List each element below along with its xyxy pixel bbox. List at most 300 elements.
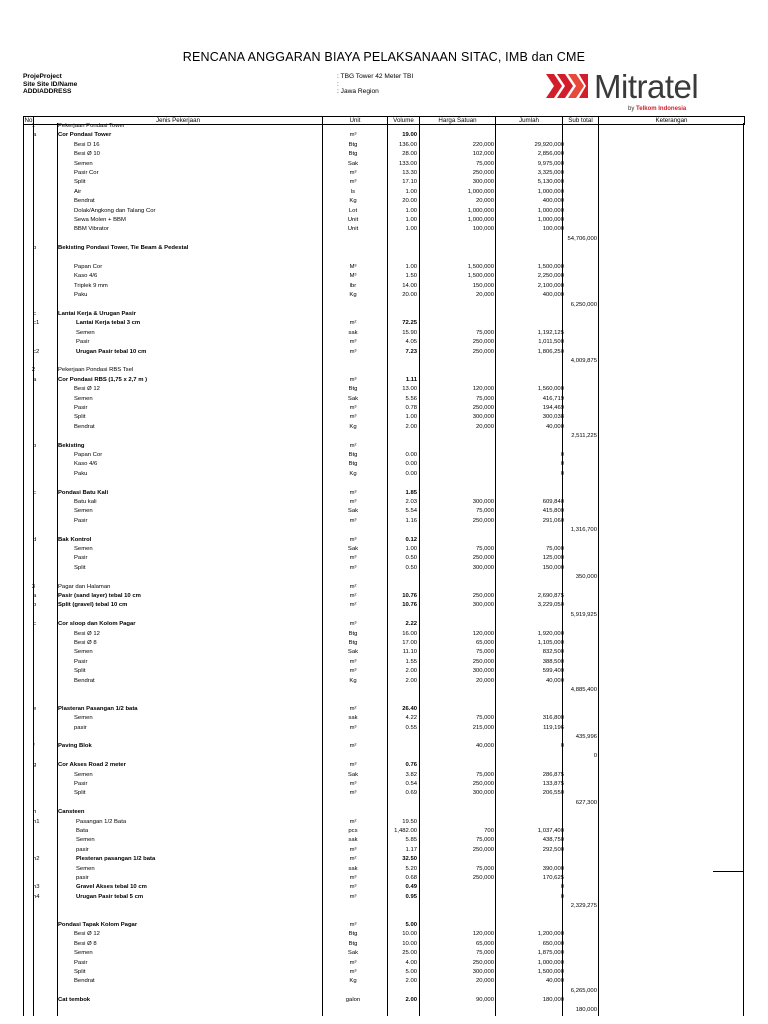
cell-price: 250,000 [472,875,494,881]
cell-total: 2,690,875 [537,593,564,599]
cell-vol: 1,482.00 [394,828,417,834]
cell-job2: Pasir [74,405,88,411]
cell-job2: Kaso 4/6 [74,461,98,468]
cell-job: Pekerjaan Pondasi Tower [58,123,125,129]
cell-price: 250,000 [472,555,494,562]
meta-site [23,81,423,89]
cell-vol: 0.50 [405,564,417,571]
cell-job: Paving Blok [58,743,92,750]
logo-subtitle [628,106,686,112]
cell-total: 2,856,000 [537,151,564,158]
cell-total: 609,840 [542,499,564,505]
subtotal-row [23,903,743,910]
cell-vol: 0.55 [405,724,417,731]
cell-vol: 0.50 [405,555,417,562]
cell-job2: Paku [74,470,88,477]
cell-total: 599,400 [542,668,564,675]
cell-price: 300,000 [472,414,494,421]
cell-subtotal: 2,329,275 [570,903,597,910]
cell-unit: m² [349,320,357,327]
cell-total: 1,011,500 [538,339,564,346]
cell-job3: pasir [76,846,89,853]
cell-unit: m² [349,856,357,863]
cell-unit: m³ [349,489,357,496]
cell-vol: 10.76 [402,593,417,599]
cell-total: 291,060 [542,517,564,524]
cell-unit: Kg [349,470,357,477]
cell-vol: 0.54 [405,781,417,787]
cell-job2: pasir [74,724,87,731]
cell-job2: Besi Ø 12 [74,386,100,393]
table-row [23,678,743,685]
header-jumlah: Jumlah [496,117,563,124]
table-row [23,518,743,525]
table-row [23,161,743,168]
table-row [23,715,743,722]
cell-sub: c2 [33,348,40,355]
document-title: RENCANA ANGGARAN BIAYA PELAKSANAAN SITAC, IMB dan CME [182,50,586,64]
project-meta [23,73,423,96]
cell-job2: Pasir [74,555,88,562]
cell-vol: 0.00 [405,452,417,458]
cell-total: 1,000,000 [537,217,564,223]
cell-total: 650,000 [542,940,564,947]
table-row [23,950,743,957]
cell-unit: m³ [349,893,357,900]
table-row [23,584,743,591]
cell-total: 300,038 [542,414,564,421]
cell-vol: 2.00 [405,997,417,1004]
cell-sub: h2 [33,856,40,863]
cell-total: 438,750 [542,837,564,844]
cell-job2: Semen [74,395,93,402]
cell-job: Bak Kontrol [58,536,92,543]
cell-price: 250,000 [472,781,494,787]
cell-sub: h [33,809,37,816]
header-unit: Unit [323,117,388,124]
cell-vol: 4.22 [405,715,417,722]
cell-unit: Btg [348,630,358,637]
cell-unit: Btg [348,931,358,938]
cell-price: 20,000 [475,292,494,299]
cell-vol: 13.00 [402,386,417,393]
cell-vol: 2.00 [405,423,417,430]
cell-vol: 5.56 [405,395,417,402]
cell-total: 180,000 [542,997,564,1004]
cell-sub: b [33,442,37,449]
table-row [23,499,743,506]
cell-price: 75,000 [475,950,494,957]
cell-vol: 4.00 [405,959,417,966]
cell-unit: m² [349,743,357,750]
cell-vol: 1.55 [405,658,417,665]
cell-job2: Split [74,790,86,797]
cell-unit: m³ [349,621,357,628]
cell-price: 250,000 [472,405,494,411]
cell-sub: h1 [33,818,40,825]
cell-vol: 1.85 [405,489,417,496]
table-row [23,452,743,459]
table-row [23,837,743,844]
cell-unit: m³ [349,724,357,731]
cell-vol: 133.00 [398,160,417,167]
cell-unit: Btg [348,141,358,148]
table-row [23,743,743,750]
table-row [23,960,743,967]
cell-price: 65,000 [475,640,494,646]
cell-sub: a [33,132,37,139]
table-row [23,978,743,985]
cell-price: 250,000 [472,348,494,355]
cell-price: 1,500,000 [467,264,494,270]
column-divider [743,123,744,1016]
cell-total: 1,200,000 [537,931,564,938]
cell-job2: Bendrat [74,677,95,684]
cell-vol: 1.00 [405,226,417,233]
cell-vol: 2.00 [405,978,417,985]
cell-vol: 5.00 [405,969,417,975]
cell-unit: M³ [349,264,357,270]
cell-job2: Split [74,414,86,421]
cell-sub: c [33,621,36,628]
cell-job3: Semen [76,865,95,872]
table-row [23,649,743,656]
cell-vol: 15.90 [402,329,417,336]
table-row [23,762,743,769]
cell-vol: 10.00 [402,940,417,947]
cell-job3: Semen [76,837,95,844]
cell-total: 40,000 [545,978,564,985]
cell-subtotal: 180,000 [575,1006,597,1013]
cell-job2: Air [74,188,82,195]
cell-sub: a [33,593,37,599]
cell-total: 1,875,000 [537,950,564,957]
cell-job2: Pasir [74,959,88,966]
cell-job3: Urugan Pasir tebal 10 cm [76,348,147,355]
cell-sub: h4 [33,893,40,900]
cell-vol: 16.00 [402,630,417,637]
table-row [23,856,743,863]
cell-total: 1,920,000 [537,630,564,637]
cell-unit: Btg [348,940,358,947]
cell-unit: Btg [348,386,358,393]
cell-price: 300,000 [472,179,494,186]
table-row [23,179,743,186]
header-keterangan: Keterangan [655,117,688,124]
cell-job2: Papan Cor [74,264,103,270]
cell-total: 316,800 [542,715,564,722]
cell-vol: 14.00 [402,282,417,289]
cell-job2: Bendrat [74,423,95,430]
cell-unit: Sak [347,950,359,957]
meta-key: Site Site ID/Name [23,80,78,88]
cell-unit: Sak [347,508,359,515]
cell-subtotal: 6,250,000 [570,301,597,308]
cell-unit: Sak [347,771,359,778]
table-row [23,875,743,882]
cell-price: 300,000 [472,668,494,675]
cell-vol: 17.10 [402,179,417,186]
cell-vol: 72.25 [402,320,417,327]
subtotal-row [23,988,743,995]
table-row [23,602,743,609]
cell-total: 2,250,000 [537,273,564,280]
cell-price: 100,000 [472,226,494,233]
cell-price: 300,000 [472,602,494,609]
cell-unit: sak [348,837,358,844]
cell-unit: m³ [349,781,357,787]
cell-unit: m³ [349,969,357,975]
cell-subtotal: 4,009,875 [570,358,597,364]
cell-job2: Besi Ø 12 [74,931,100,938]
cell-job2: Triplek 9 mm [74,282,108,289]
cell-job3: Pasangan 1/2 Bata [76,818,127,825]
cell-price: 120,000 [472,931,494,938]
cell-job2: BBM Vibrator [74,226,109,233]
table-row [23,565,743,572]
cell-unit: Sak [347,160,359,167]
cell-unit: m² [349,593,357,599]
cell-total: 3,325,000 [537,170,564,176]
subtotal-row [23,358,743,365]
cell-total: 1,000,000 [537,207,564,214]
cell-vol: 1.00 [405,414,417,421]
table-row [23,142,743,149]
cell-price: 1,500,000 [467,273,494,280]
cell-job2: Semen [74,771,93,778]
cell-unit: m³ [349,405,357,411]
logo-sub-prefix: by [628,106,637,112]
cell-price: 220,000 [472,141,494,148]
table-end-mark [713,871,744,872]
cell-unit: m³ [349,790,357,797]
cell-price: 20,000 [475,677,494,684]
cell-subtotal: 0 [593,752,597,759]
cell-vol: 0.78 [405,405,417,411]
cell-total: 286,875 [542,771,564,778]
cell-vol: 19.50 [402,818,417,825]
cell-sub: c1 [33,320,40,327]
cell-unit: m³ [349,555,357,562]
cell-price: 300,000 [472,969,494,975]
cell-unit: m³ [349,846,357,853]
cell-job2: Pasir Cor [74,170,99,176]
cell-price: 75,000 [475,546,494,552]
cell-subtotal: 54,706,000 [567,235,597,242]
meta-value: : TBG Tower 42 Meter TBI [337,73,414,80]
table-row [23,189,743,196]
meta-key: ProjeProject [23,73,62,80]
cell-price: 75,000 [475,329,494,336]
cell-job2: Semen [74,715,93,722]
subtotal-row [23,433,743,440]
cell-job2: Besi Ø 12 [74,630,100,637]
cell-vol: 0.00 [405,470,417,477]
table-row [23,396,743,403]
cell-job: Lantai Kerja & Urugan Pasir [58,311,136,317]
cell-job: Cor sloop dan Kolom Pagar [58,621,136,628]
cell-job2: Pasir [74,517,88,524]
cell-total: 9,975,000 [537,160,564,167]
cell-vol: 3.82 [405,771,417,778]
cell-price: 250,000 [472,959,494,966]
cell-subtotal: 435,996 [575,734,597,740]
cell-total: 1,192,125 [537,329,564,336]
cell-price: 90,000 [475,997,494,1004]
cell-no: 1 [31,123,35,129]
cell-price: 65,000 [475,940,494,947]
cell-job3: Bata [76,828,89,834]
table-row [23,198,743,205]
cell-sub: a [33,376,37,383]
cell-total: 1,037,400 [537,828,564,834]
cell-price: 1,000,000 [467,217,494,223]
cell-unit: Btg [348,452,358,458]
cell-unit: m³ [349,376,357,383]
cell-job: Pagar dan Halaman [58,583,111,590]
table-row [23,123,743,130]
table-row [23,208,743,215]
cell-job2: Semen [74,649,93,656]
cell-unit: Btg [348,640,358,646]
cell-total: 416,719 [542,395,564,402]
header-harga-satuan: Harga Satuan [420,117,496,124]
table-row [23,790,743,797]
cell-subtotal: 5,919,925 [570,611,597,618]
cell-unit: Kg [349,292,357,299]
cell-unit: m³ [349,762,357,769]
cell-job2: Besi Ø 8 [74,640,97,646]
cell-unit: Btg [348,151,358,158]
cell-unit: m² [349,602,357,609]
table-row [23,706,743,713]
cell-price: 300,000 [472,564,494,571]
table-row [23,819,743,826]
cell-sub: b [33,602,37,609]
cell-unit: m³ [349,668,357,675]
cell-unit: m³ [349,658,357,665]
cell-unit: m³ [349,517,357,524]
cell-total: 1,105,000 [537,640,564,646]
cell-job2: Bendrat [74,198,95,205]
cell-job2: Kaso 4/6 [74,273,98,280]
cell-vol: 2.22 [405,621,417,628]
cell-job2: Besi D 16 [74,141,100,148]
cell-total: 400,000 [542,292,564,299]
cell-no: 2 [31,367,35,374]
cell-job2: Split [74,179,86,186]
table-row [23,255,743,262]
cell-unit: Kg [349,677,357,684]
cell-job: Cor Pondasi Tower [58,132,112,139]
cell-vol: 32.50 [402,856,417,863]
cell-no: 3 [31,583,35,590]
cell-job2: Semen [74,546,93,552]
table-row [23,292,743,299]
cell-total: 3,229,050 [537,602,564,609]
cell-vol: 5.54 [405,508,417,515]
cell-vol: 1.00 [405,217,417,223]
cell-vol: 17.00 [402,640,417,646]
cell-unit: m² [349,442,357,449]
subtotal-row [23,302,743,309]
subtotal-row [23,800,743,807]
cell-job2: Semen [74,160,93,167]
cell-job: Cansteen [58,809,85,816]
cell-price: 300,000 [472,499,494,505]
cell-price: 20,000 [475,423,494,430]
cell-unit: M³ [349,273,357,280]
cell-price: 75,000 [475,771,494,778]
table-row [23,245,743,252]
cell-job3: Lantai Kerja tebal 3 cm [76,320,141,327]
cell-vol: 1.00 [405,264,417,270]
table-row [23,349,743,356]
subtotal-row [23,574,743,581]
cell-total: 292,500 [542,846,564,853]
table-row [23,283,743,290]
table-row [23,217,743,224]
cell-price: 150,000 [472,282,494,289]
cell-total: 390,000 [542,865,564,872]
cell-job: Pekerjaan Pondasi RBS Tsel [58,367,134,374]
cell-price: 1,000,000 [467,188,494,195]
cell-job: Cor Akses Road 2 meter [58,762,126,769]
cell-total: 100,000 [542,226,564,233]
cell-sub: b [33,245,37,252]
table-row [23,320,743,327]
cell-total: 1,560,000 [537,386,564,393]
table-row [23,490,743,497]
cell-job3: Pasir [76,339,90,346]
cell-unit: sak [348,329,358,336]
logo-sub-brand: Telkom Indonesia [636,106,687,112]
subtotal-row [23,236,743,243]
cell-total: 0 [560,884,564,891]
table-row [23,132,743,139]
cell-job2: Bendrat [74,978,95,985]
cell-unit: lbr [349,282,357,289]
logo-wordmark: Mitratel [594,68,699,105]
table-row [23,480,743,487]
cell-unit: m² [349,583,357,590]
cell-job3: Urugan Pasir tebal 5 cm [76,893,144,900]
meta-key: ADDIADDRESS [23,88,72,95]
cell-total: 1,000,000 [537,959,564,966]
header-no: No [24,117,33,124]
cell-total: 1,500,000 [537,264,564,270]
mitratel-logo-mark-icon [546,72,590,100]
table-row [23,621,743,628]
cell-job2: Besi Ø 8 [74,940,97,947]
cell-vol: 1.50 [405,273,417,280]
cell-vol: 7.23 [405,348,417,355]
table-row [23,922,743,929]
cell-vol: 1.16 [405,517,417,524]
table-row [23,508,743,515]
table-row [23,170,743,177]
cell-vol: 13.30 [402,170,417,176]
cell-price: 250,000 [472,658,494,665]
cell-price: 250,000 [472,593,494,599]
cell-sub: f [33,743,35,750]
table-row [23,640,743,647]
subtotal-row [23,527,743,534]
cell-unit: pcs [348,828,358,834]
cell-job2: Papan Cor [74,452,103,458]
cell-total: 388,500 [542,658,564,665]
table-row [23,367,743,374]
